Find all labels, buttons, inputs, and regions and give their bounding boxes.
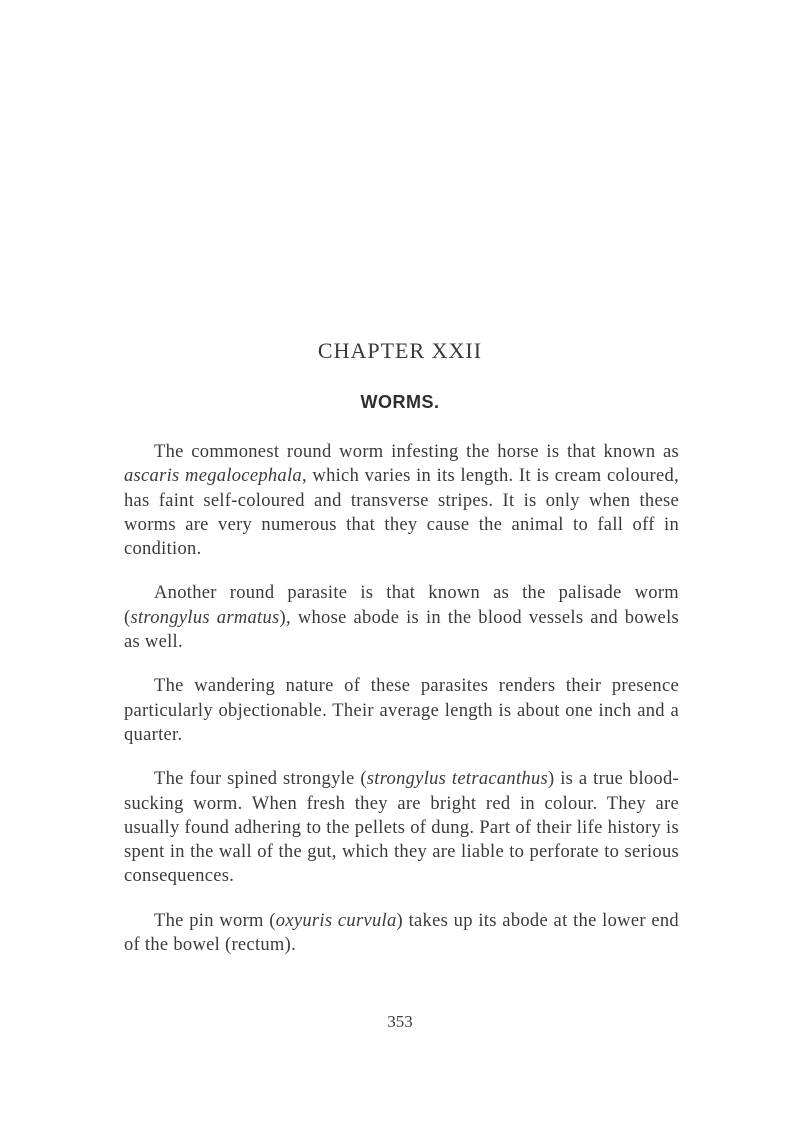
text-run: ), whose abode is in the blood vessels and bowels as well.: [124, 607, 680, 653]
species-name: ascaris megalocephala: [124, 466, 302, 487]
text-run: Another round parasite is that known as the palisade worm (: [124, 583, 679, 628]
paragraph-pin-worm: [124, 909, 679, 958]
text-run: The pin worm (: [154, 910, 276, 931]
text-run: ) is a true blood-sucking worm. When fresh they are bright red in colour. They are usually found adhering to the pellets of dung. Part of their life history is spent in the wall of the gut, which they are liable to perforate to serious consequences.: [124, 769, 679, 887]
species-name: strongylus tetracanthus: [366, 769, 549, 790]
section-title: WORMS.: [360, 392, 440, 412]
text-run: The four spined strongyle (: [154, 769, 367, 790]
chapter-heading: CHAPTER XXII: [317, 338, 483, 363]
paragraph-four-spined-strongyle: [124, 767, 679, 888]
text-run: The wandering nature of these parasites renders their presence particularly objectionable. Their average length is about one inch and a quarter.: [124, 676, 679, 745]
text-run: , which varies in its length. It is cream coloured, has faint self-coloured and transverse stripes. It is only when these worms are very numerous that they cause the animal to fall off in condition.: [124, 466, 679, 560]
paragraph-wandering-nature: [124, 674, 679, 747]
page-number: 353: [387, 1012, 413, 1031]
species-name: oxyuris curvula: [275, 910, 397, 931]
text-run: ) takes up its abode at the lower end of the bowel (rectum).: [124, 910, 679, 956]
species-name: strongylus armatus: [130, 607, 280, 628]
text-run: The commonest round worm infesting the horse is that known as: [154, 442, 679, 462]
body-text: [124, 440, 679, 977]
paragraph-ascaris: [124, 440, 679, 561]
paragraph-palisade-worm: [124, 581, 679, 654]
